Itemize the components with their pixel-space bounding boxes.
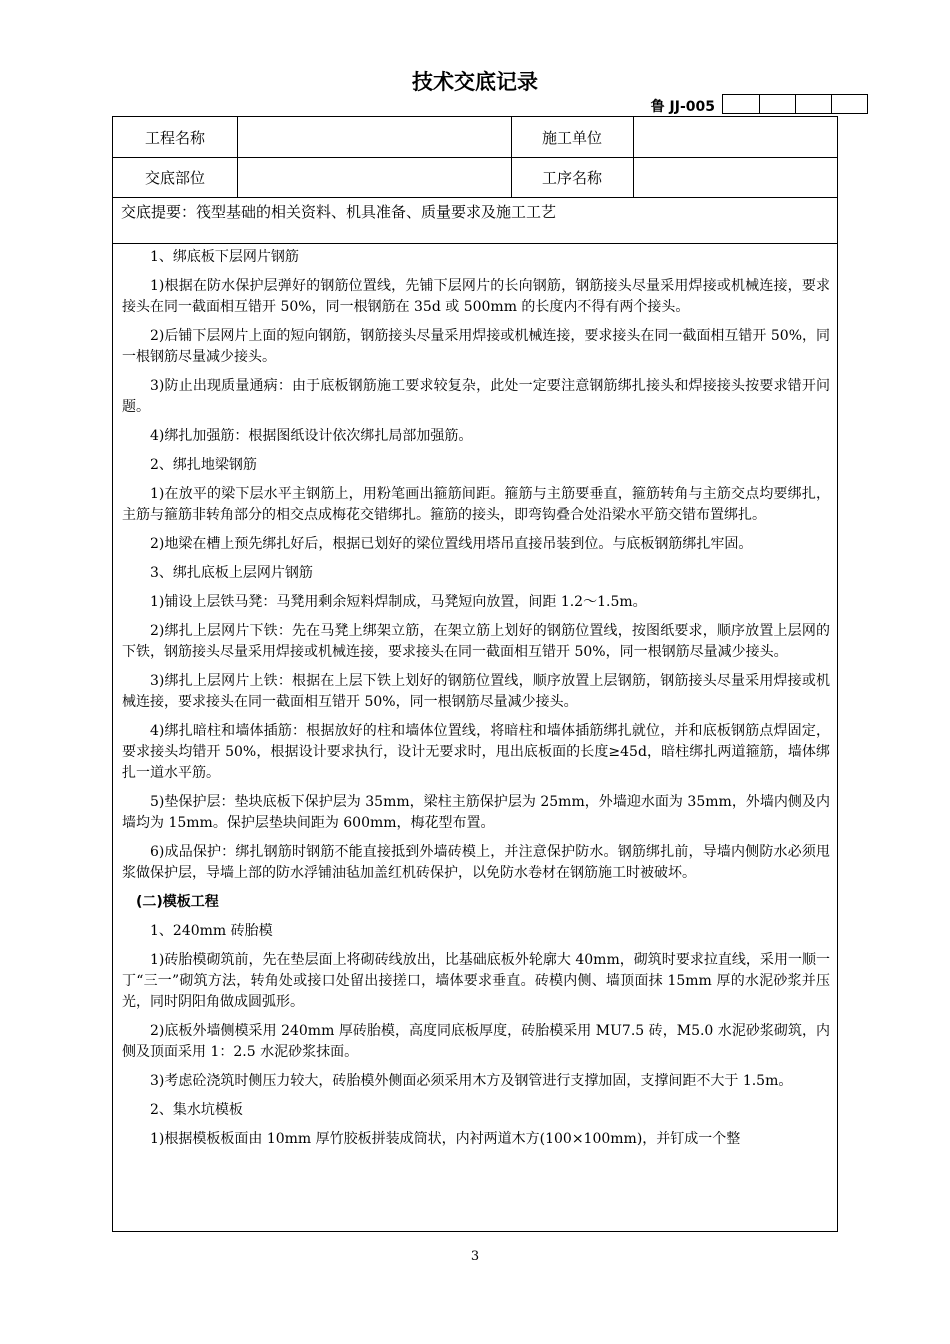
- project-name-label: 工程名称: [144, 128, 205, 147]
- paragraph: 5)垫保护层：垫块底板下保护层为 35mm，梁柱主筋保护层为 25mm，外墙迎水面为 35mm，外墙内侧及内墙均为 15mm。保护层垫块间距为 600mm，梅花型布置。: [122, 794, 830, 831]
- paragraph: 3)考虑砼浇筑时侧压力较大，砖胎模外侧面必须采用木方及钢管进行支撑加固，支撑间距不大于 1.5m。: [150, 1073, 793, 1089]
- section-heading: 3、绑扎底板上层网片钢筋: [150, 565, 313, 581]
- paragraph: 3)绑扎上层网片上铁：根据在上层下铁上划好的钢筋位置线，顺序放置上层钢筋，钢筋接头尽量采用焊接或机械连接，要求接头在同一截面相互错开 50%，同一根钢筋尽量减少接头。: [122, 673, 830, 710]
- paragraph: 1)砖胎模砌筑前，先在垫层面上将砌砖线放出，比基础底板外轮廓大 40mm，砌筑时要求拉直线，采用一顺一丁“三一”砌筑方法，转角处或接口处留出接搓口，墙体要求垂直。砖模内侧、墙顶面抹 15mm 厚的水泥砂浆并压光，同时阴阳角做成圆弧形。: [122, 952, 830, 1010]
- location-value: [237, 157, 511, 197]
- form-code: 鲁 JJ-005: [650, 99, 715, 115]
- paragraph: 4)绑扎暗柱和墙体插筋：根据放好的柱和墙体位置线，将暗柱和墙体插筋绑扎就位，并和底板钢筋点焊固定，要求接头均错开 50%，根据设计要求执行，设计无要求时，甩出底板面的长度≥45d，暗柱绑扎两道箍筋，墙体绑扎一道水平筋。: [122, 723, 830, 781]
- chapter-heading: (二)模板工程: [136, 894, 219, 910]
- row-divider: [113, 243, 837, 244]
- code-boxes: [722, 94, 868, 116]
- paragraph: 4)绑扎加强筋：根据图纸设计依次绑扎局部加强筋。: [150, 428, 473, 444]
- paragraph: 2)底板外墙侧模采用 240mm 厚砖胎模，高度同底板厚度，砖胎模采用 MU7.5 砖，M5.0 水泥砂浆砌筑，内侧及顶面采用 1：2.5 水泥砂浆抹面。: [122, 1023, 830, 1060]
- paragraph: 2)地梁在槽上预先绑扎好后，根据已划好的梁位置线用塔吊直接吊装到位。与底板钢筋绑扎牢固。: [150, 536, 753, 552]
- section-heading: 1、绑底板下层网片钢筋: [150, 249, 299, 265]
- procedure-value: [633, 157, 837, 197]
- summary-text: 交底提要：筏型基础的相关资料、机具准备、质量要求及施工工艺: [121, 203, 557, 221]
- row-divider: [113, 197, 837, 198]
- paragraph: 1)铺设上层铁马凳：马凳用剩余短料焊制成，马凳短向放置，间距 1.2～1.5m。: [150, 594, 647, 610]
- project-name-value: [237, 117, 511, 157]
- code-box: [760, 94, 796, 114]
- code-box: [722, 94, 760, 114]
- construction-unit-value: [633, 117, 837, 157]
- record-table: [112, 116, 838, 1232]
- paragraph: 1)在放平的梁下层水平主钢筋上，用粉笔画出箍筋间距。箍筋与主筋要垂直，箍筋转角与主筋交点均要绑扎，主筋与箍筋非转角部分的相交点成梅花交错绑扎。箍筋的接头，即弯钩叠合处沿梁水平筋交错布置绑扎。: [122, 486, 830, 523]
- construction-unit-label: 施工单位: [541, 128, 602, 147]
- code-box: [796, 94, 832, 114]
- section-heading: 1、240mm 砖胎模: [150, 923, 273, 939]
- document-title: 技术交底记录: [412, 70, 538, 94]
- section-heading: 2、绑扎地梁钢筋: [150, 457, 257, 473]
- paragraph: 1)根据在防水保护层弹好的钢筋位置线，先铺下层网片的长向钢筋，钢筋接头尽量采用焊接或机械连接，要求接头在同一截面相互错开 50%，同一根钢筋在 35d 或 500mm 的长度内不得有两个接头。: [122, 278, 830, 315]
- page-number: 3: [470, 1249, 480, 1264]
- procedure-label: 工序名称: [541, 168, 602, 187]
- paragraph: 6)成品保护：绑扎钢筋时钢筋不能直接抵到外墙砖模上，并注意保护防水。钢筋绑扎前，导墙内侧防水必须甩浆做保护层，导墙上部的防水浮铺油毡加盖红机砖保护，以免防水卷材在钢筋施工时被破坏。: [122, 844, 830, 881]
- code-box: [832, 94, 868, 114]
- section-heading: 2、集水坑模板: [150, 1102, 243, 1118]
- paragraph: 3)防止出现质量通病：由于底板钢筋施工要求较复杂，此处一定要注意钢筋绑扎接头和焊接接头按要求错开问题。: [122, 378, 830, 415]
- content-body: [122, 247, 830, 1158]
- paragraph: 2)后铺下层网片上面的短向钢筋，钢筋接头尽量采用焊接或机械连接，要求接头在同一截面相互错开 50%，同一根钢筋尽量减少接头。: [122, 328, 830, 365]
- location-label: 交底部位: [144, 168, 205, 187]
- paragraph: 2)绑扎上层网片下铁：先在马凳上绑架立筋，在架立筋上划好的钢筋位置线，按图纸要求，顺序放置上层网的下铁，钢筋接头尽量采用焊接或机械连接，要求接头在同一截面相互错开 50%，同一根钢筋尽量减少接头。: [122, 623, 830, 660]
- paragraph: 1)根据模板板面由 10mm 厚竹胶板拼装成筒状，内衬两道木方(100×100mm)，并钉成一个整: [150, 1131, 741, 1147]
